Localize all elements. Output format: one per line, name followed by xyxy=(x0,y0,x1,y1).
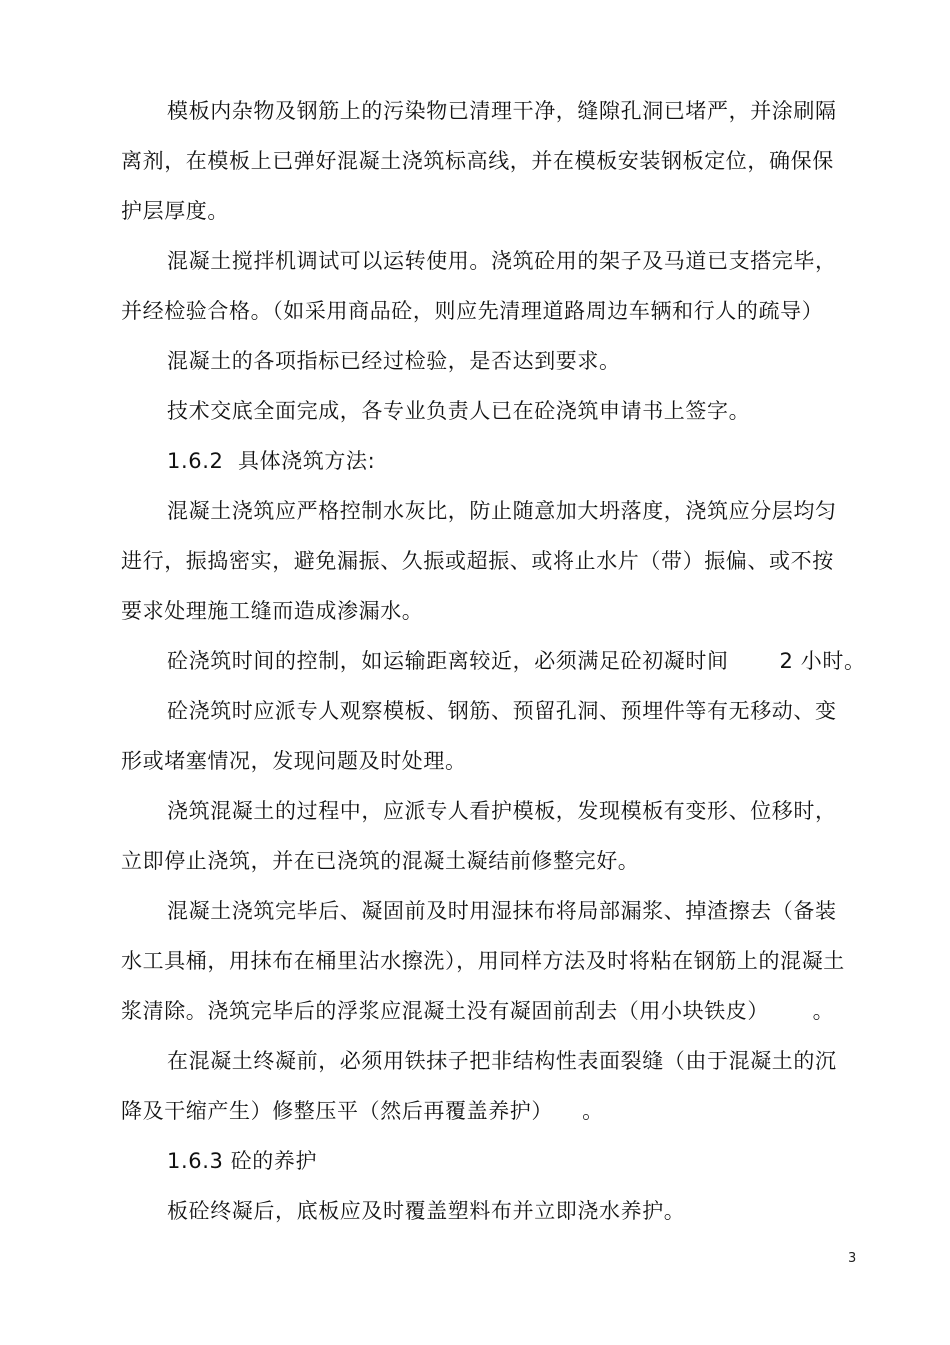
section-heading: 1.6.2 具体浇筑方法: xyxy=(167,449,376,473)
paragraph-line: 混凝土浇筑完毕后、凝固前及时用湿抹布将局部漏浆、掉渣擦去（备装 xyxy=(167,899,837,923)
paragraph-line: 形或堵塞情况，发现问题及时处理。 xyxy=(121,749,467,773)
paragraph-line: 水工具桶，用抹布在桶里沾水擦洗），用同样方法及时将粘在钢筋上的混凝土 xyxy=(121,949,845,973)
paragraph-line: 立即停止浇筑，并在已浇筑的混凝土凝结前修整完好。 xyxy=(121,849,640,873)
paragraph-line: 混凝土搅拌机调试可以运转使用。浇筑砼用的架子及马道已支搭完毕， xyxy=(167,249,837,273)
paragraph-line: 降及干缩产生）修整压平（然后再覆盖养护） 。 xyxy=(121,1099,604,1123)
paragraph-line: 并经检验合格。（如采用商品砼，则应先清理道路周边车辆和行人的疏导） xyxy=(121,299,824,323)
paragraph-line: 离剂，在模板上已弹好混凝土浇筑标高线，并在模板安装钢板定位，确保保 xyxy=(121,149,834,173)
paragraph-line: 砼浇筑时应派专人观察模板、钢筋、预留孔洞、预埋件等有无移动、变 xyxy=(167,699,837,723)
paragraph-line: 浆清除。浇筑完毕后的浮浆应混凝土没有凝固前刮去（用小块铁皮） 。 xyxy=(121,999,835,1023)
paragraph-line: 护层厚度。 xyxy=(121,199,229,223)
paragraph-line: 在混凝土终凝前，必须用铁抹子把非结构性表面裂缝（由于混凝土的沉 xyxy=(167,1049,837,1073)
paragraph-line: 板砼终凝后，底板应及时覆盖塑料布并立即浇水养护。 xyxy=(167,1199,686,1223)
paragraph-line: 模板内杂物及钢筋上的污染物已清理干净，缝隙孔洞已堵严，并涂刷隔 xyxy=(167,99,837,123)
paragraph-line: 要求处理施工缝而造成渗漏水。 xyxy=(121,599,424,623)
paragraph-line: 混凝土的各项指标已经过检验，是否达到要求。 xyxy=(167,349,621,373)
paragraph-line: 砼浇筑时间的控制，如运输距离较近，必须满足砼初凝时间 2 小时。 xyxy=(167,649,866,673)
section-heading: 1.6.3 砼的养护 xyxy=(167,1149,318,1173)
paragraph-line: 浇筑混凝土的过程中，应派专人看护模板，发现模板有变形、位移时， xyxy=(167,799,837,823)
paragraph-line: 技术交底全面完成，各专业负责人已在砼浇筑申请书上签字。 xyxy=(167,399,751,423)
paragraph-line: 进行，振捣密实，避免漏振、久振或超振、或将止水片（带）振偏、或不按 xyxy=(121,549,834,573)
paragraph-line: 混凝土浇筑应严格控制水灰比，防止随意加大坍落度，浇筑应分层均匀 xyxy=(167,499,837,523)
page-number: 3 xyxy=(848,1251,857,1266)
